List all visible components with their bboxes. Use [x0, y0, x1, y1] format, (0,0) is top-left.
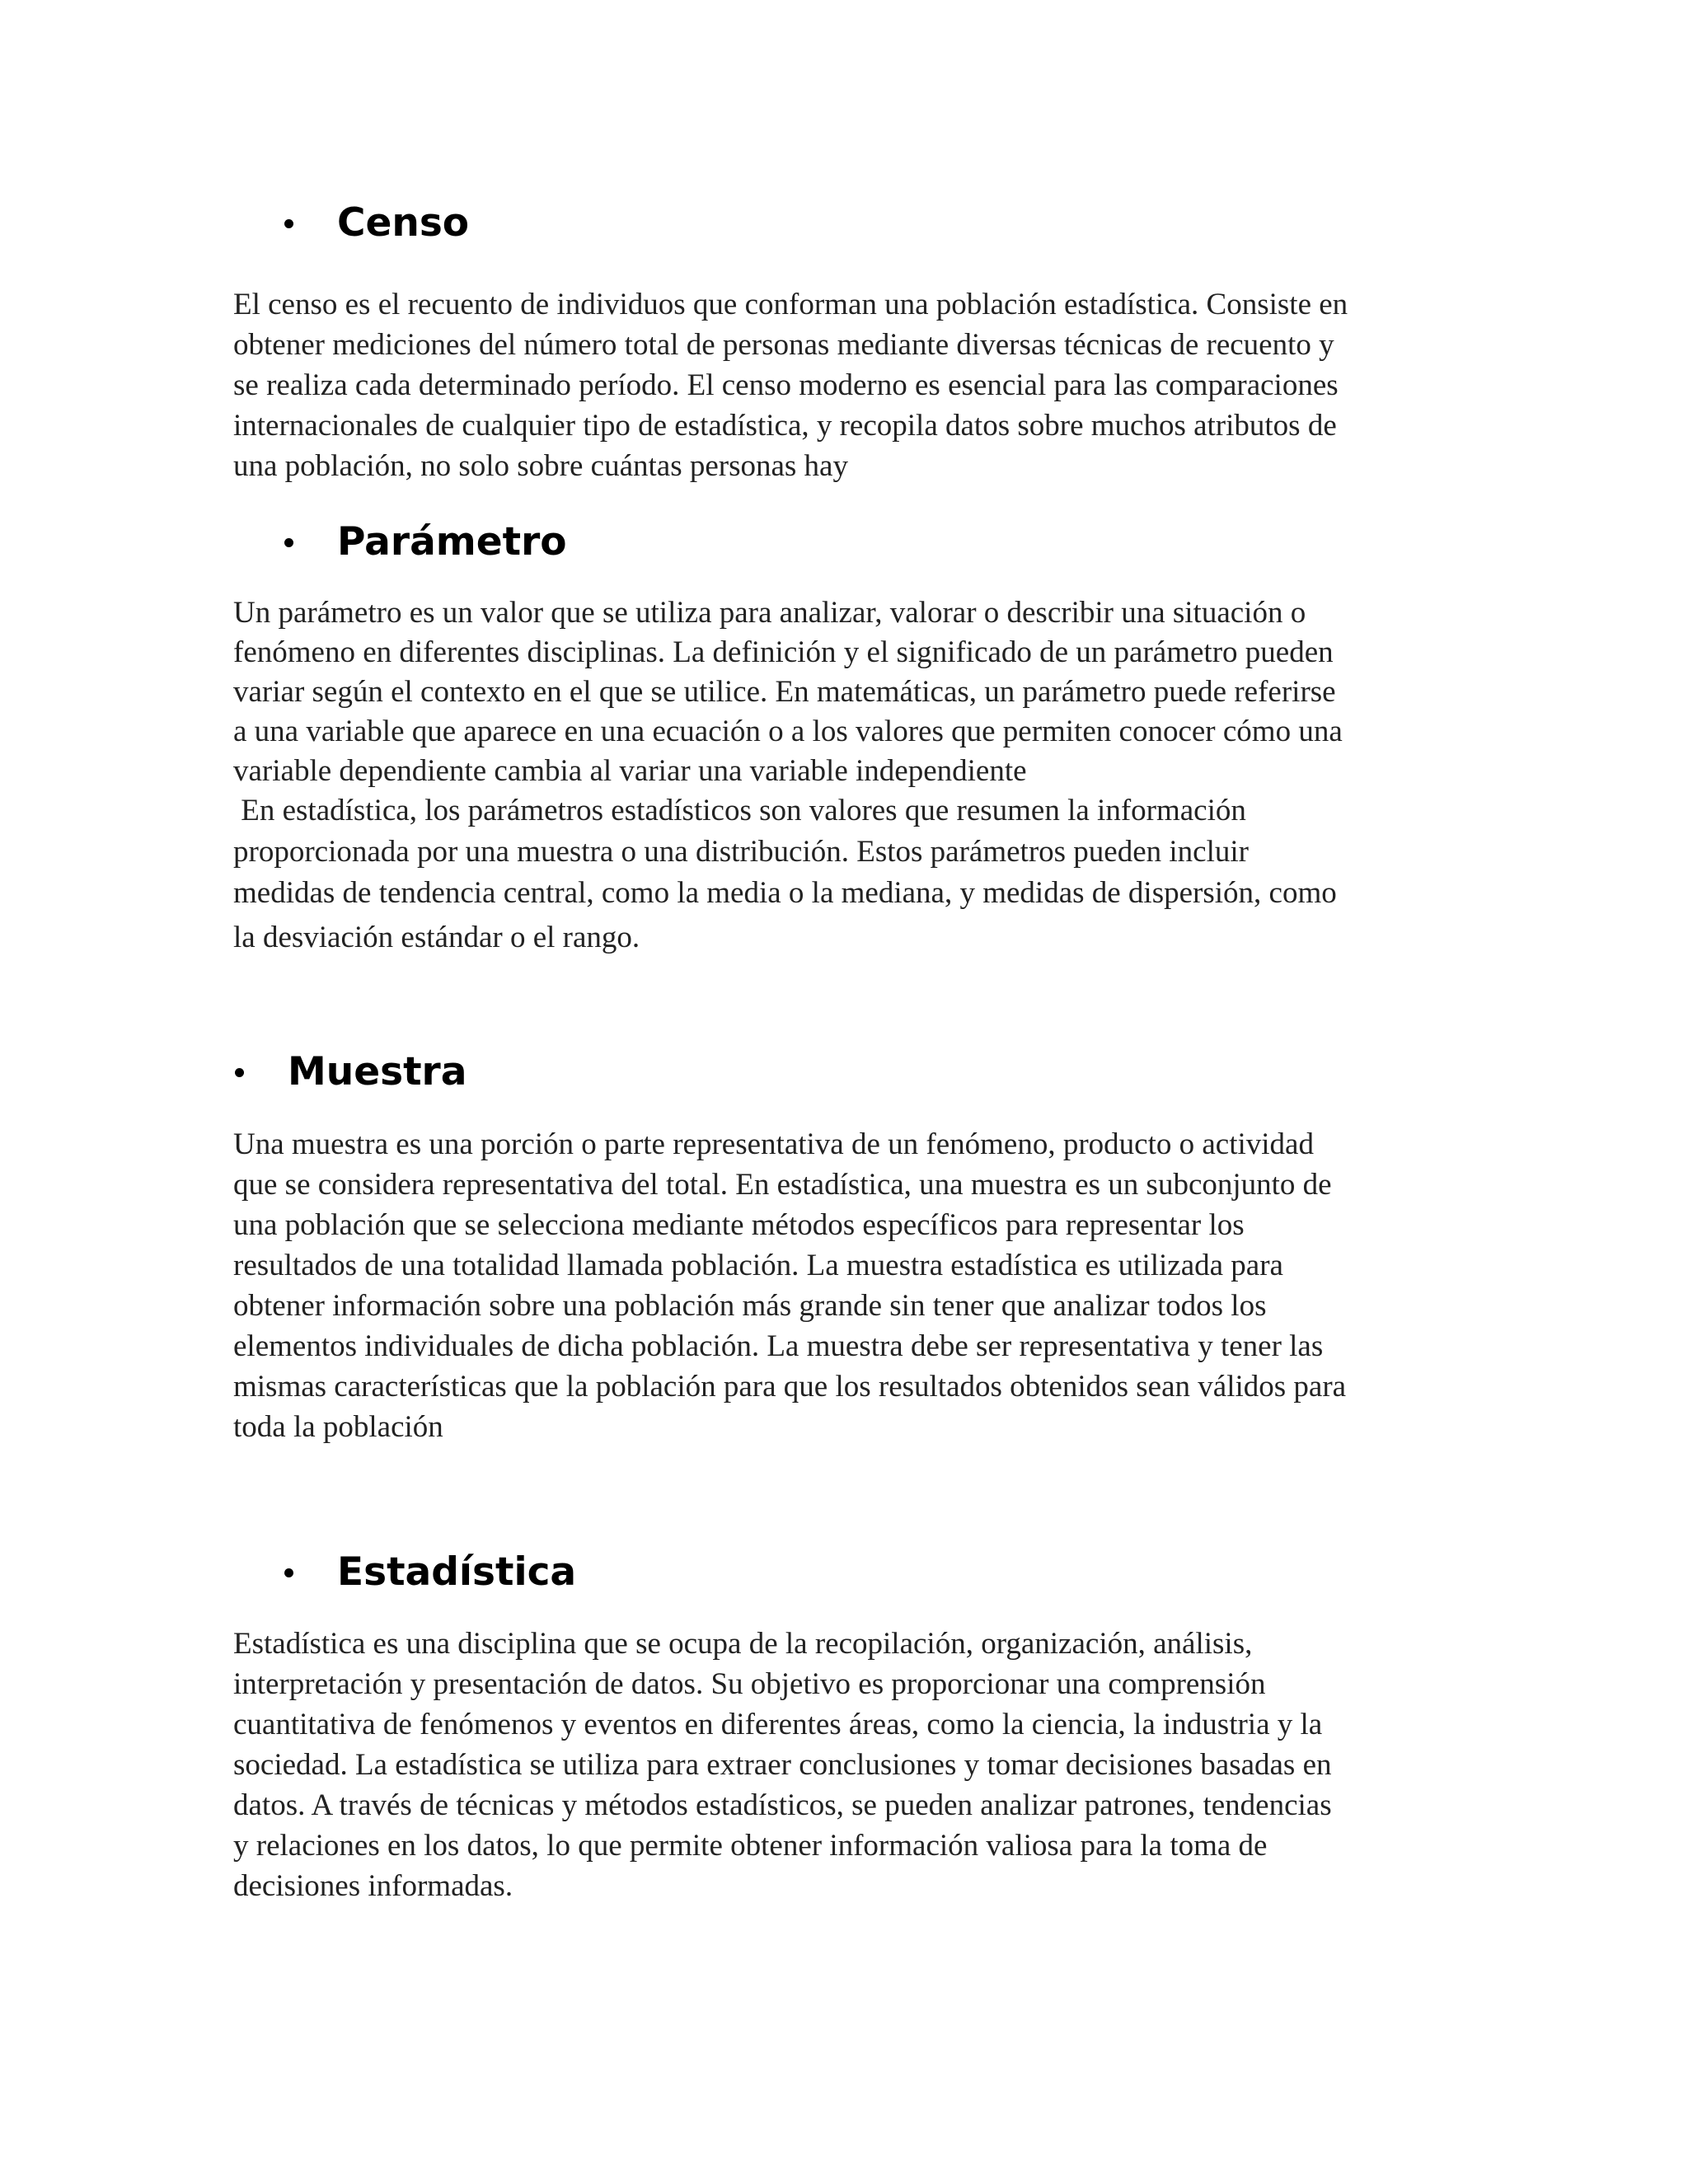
bullet-icon [235, 1068, 244, 1077]
heading-text: Muestra [288, 1049, 467, 1094]
paragraph-parametro [233, 593, 1453, 958]
heading-text: Parámetro [337, 519, 567, 565]
text-line: Un parámetro es un valor que se utiliza para analizar, valorar o describir una situación o [233, 596, 1306, 630]
text-line: toda la población [233, 1410, 443, 1444]
text-line: mismas características que la población para que los resultados obtenidos sean válidos para [233, 1370, 1347, 1404]
heading-estadistica [284, 1548, 576, 1597]
text-line: a una variable que aparece en una ecuación o a los valores que permiten conocer cómo una [233, 715, 1343, 748]
text-line: medidas de tendencia central, como la media o la mediana, y medidas de dispersión, como [233, 876, 1337, 910]
paragraph-censo [233, 284, 1453, 486]
bullet-icon [284, 1568, 293, 1577]
paragraph-estadistica [233, 1624, 1453, 1906]
text-line: sociedad. La estadística se utiliza para extraer conclusiones y tomar decisiones basadas en [233, 1748, 1332, 1782]
heading-text: Censo [337, 200, 470, 246]
bullet-icon [284, 219, 293, 228]
text-line: interpretación y presentación de datos. Su objetivo es proporcionar una comprensión [233, 1667, 1266, 1701]
text-line: se realiza cada determinado período. El censo moderno es esencial para las comparaciones [233, 368, 1339, 402]
text-line: elementos individuales de dicha población. La muestra debe ser representativa y tener las [233, 1329, 1324, 1363]
text-line: variar según el contexto en el que se utilice. En matemáticas, un parámetro puede referirse [233, 675, 1336, 709]
text-line: El censo es el recuento de individuos que conforman una población estadística. Consiste en [233, 288, 1348, 321]
text-line: En estadística, los parámetros estadísticos son valores que resumen la información [233, 794, 1246, 827]
heading-parametro [284, 518, 567, 567]
paragraph-muestra [233, 1124, 1453, 1447]
text-line: fenómeno en diferentes disciplinas. La definición y el significado de un parámetro pueden [233, 635, 1334, 669]
text-line: y relaciones en los datos, lo que permite obtener información valiosa para la toma de [233, 1829, 1268, 1863]
text-line: proporcionada por una muestra o una distribución. Estos parámetros pueden incluir [233, 835, 1249, 869]
text-line: la desviación estándar o el rango. [233, 921, 640, 954]
text-line: internacionales de cualquier tipo de estadística, y recopila datos sobre muchos atributos de [233, 409, 1337, 443]
heading-muestra [235, 1047, 467, 1097]
text-line: una población que se selecciona mediante métodos específicos para representar los [233, 1208, 1245, 1242]
text-line: una población, no solo sobre cuántas personas hay [233, 449, 848, 483]
bullet-icon [284, 538, 293, 547]
text-line: variable dependiente cambia al variar una variable independiente [233, 754, 1027, 788]
text-line: resultados de una totalidad llamada población. La muestra estadística es utilizada para [233, 1249, 1283, 1282]
text-line: datos. A través de técnicas y métodos estadísticos, se pueden analizar patrones, tendencias [233, 1788, 1332, 1822]
text-line: Estadística es una disciplina que se ocupa de la recopilación, organización, análisis, [233, 1627, 1253, 1661]
text-line: obtener mediciones del número total de personas mediante diversas técnicas de recuento y [233, 328, 1334, 362]
text-line: decisiones informadas. [233, 1869, 513, 1903]
heading-text: Estadística [337, 1549, 577, 1595]
text-line: obtener información sobre una población más grande sin tener que analizar todos los [233, 1289, 1267, 1323]
text-line: cuantitativa de fenómenos y eventos en diferentes áreas, como la ciencia, la industria y la [233, 1708, 1323, 1741]
text-line: Una muestra es una porción o parte representativa de un fenómeno, producto o actividad [233, 1127, 1314, 1161]
text-line: que se considera representativa del total. En estadística, una muestra es un subconjunto de [233, 1168, 1332, 1202]
heading-censo [284, 199, 469, 248]
